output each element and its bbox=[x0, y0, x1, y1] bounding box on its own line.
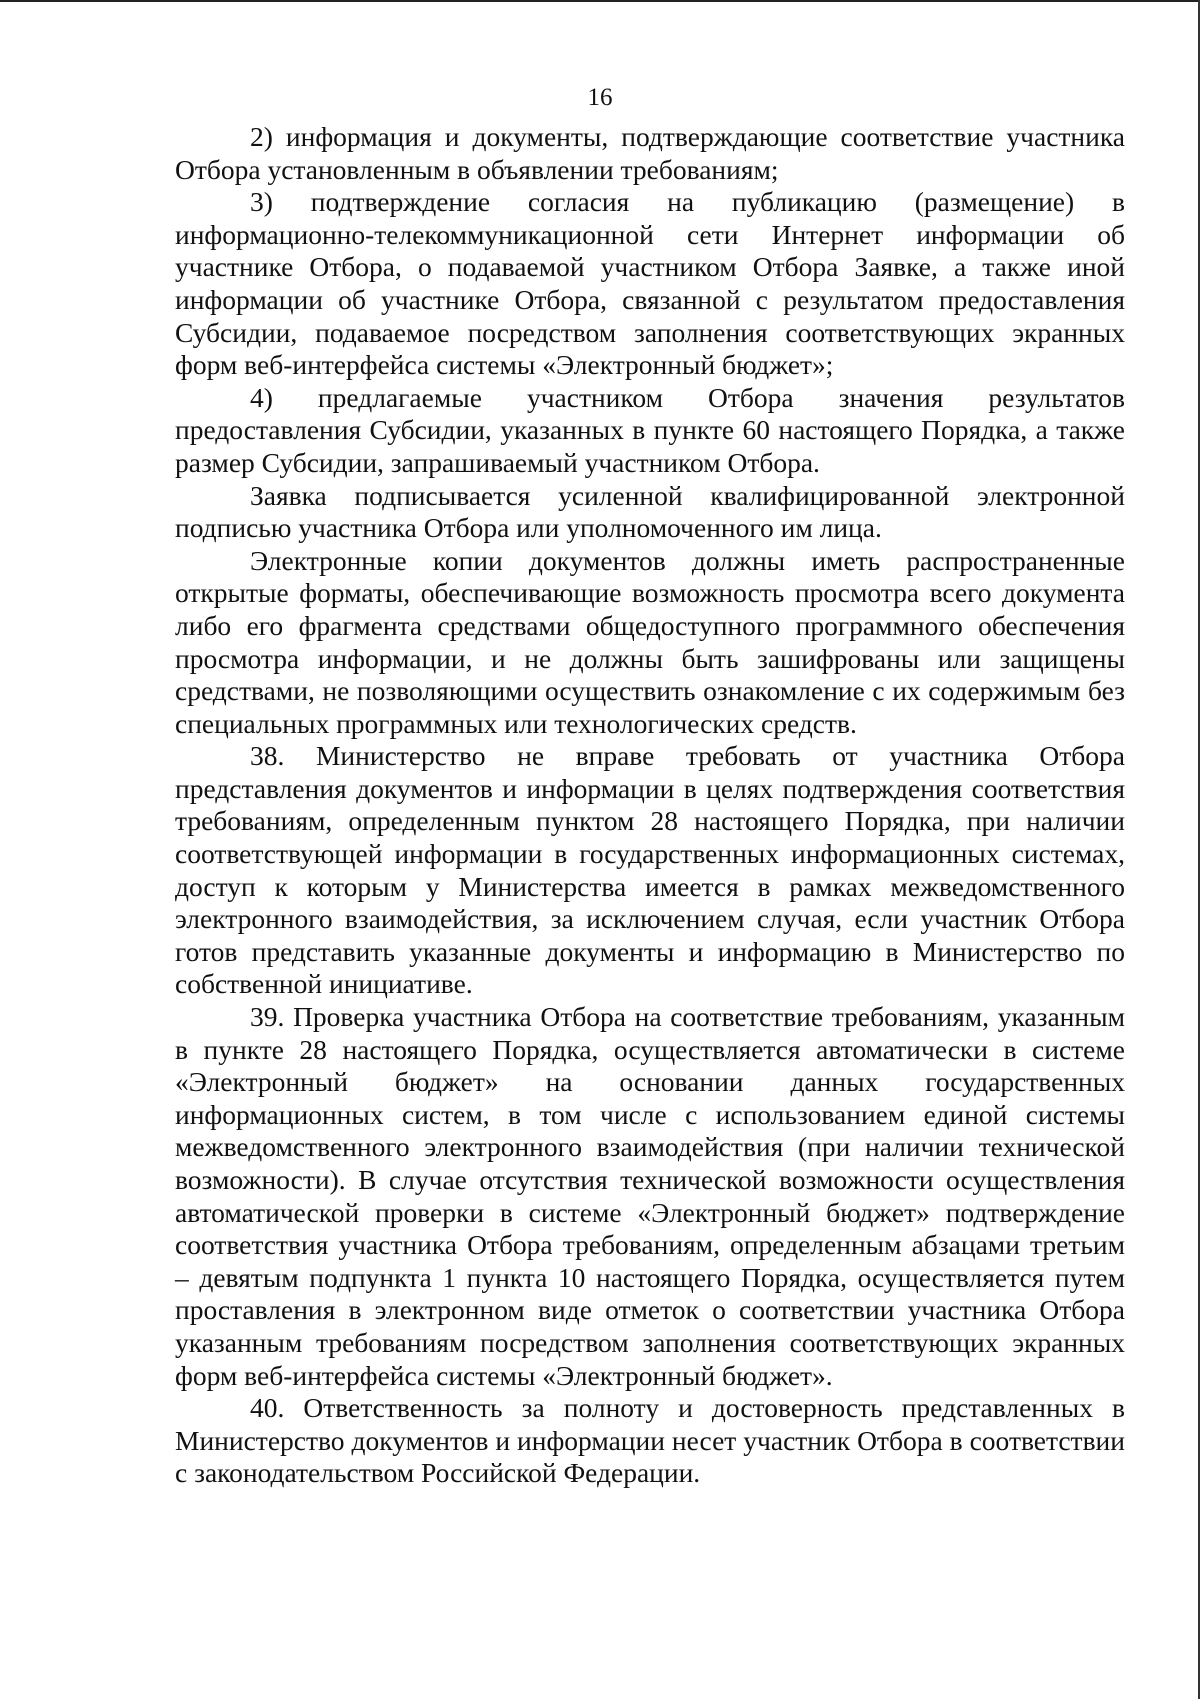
paragraph-signature: Заявка подписывается усиленной квалифицированной электронной подписью участника Отбора или уполномоченного им лица. bbox=[175, 479, 1125, 544]
scan-edge-top bbox=[0, 0, 1200, 2]
paragraph-item-4: 4) предлагаемые участником Отбора значения результатов предоставления Субсидии, указанных в пункте 60 настоящего Порядка, а также размер Субсидии, запрашиваемый участником Отбора. bbox=[175, 381, 1125, 478]
paragraph-item-3: 3) подтверждение согласия на публикацию (размещение) в информационно-телекоммуникационной сети Интернет информации об участнике Отбора, о подаваемой участником Отбора Заявке, а также иной информации об участнике Отбора, связанной с результатом предоставления Субсидии, подаваемое посредством заполнения соответствующих экранных форм веб-интерфейса системы «Электронный бюджет»; bbox=[175, 186, 1125, 381]
paragraph-clause-39: 39. Проверка участника Отбора на соответствие требованиям, указанным в пункте 28 настоящего Порядка, осуществляется автоматически в системе «Электронный бюджет» на основании данных государственных информационных систем, в том числе с использованием единой системы межведомственного электронного взаимодействия (при наличии технической возможности). В случае отсутствия технической возможности осуществления автоматической проверки в системе «Электронный бюджет» подтверждение соответствия участника Отбора требованиям, определенным абзацами третьим – девятым подпункта 1 пункта 10 настоящего Порядка, осуществляется путем проставления в электронном виде отметок о соответствии участника Отбора указанным требованиям посредством заполнения соответствующих экранных форм веб-интерфейса системы «Электронный бюджет». bbox=[175, 1001, 1125, 1391]
paragraph-item-2: 2) информация и документы, подтверждающие соответствие участника Отбора установленным в объявлении требованиям; bbox=[175, 121, 1125, 185]
paragraph-electronic-copies: Электронные копии документов должны иметь распространенные открытые форматы, обеспечивающие возможность просмотра всего документа либо его фрагмента средствами общедоступного программного обеспечения просмотра информации, и не должны быть зашифрованы или защищены средствами, не позволяющими осуществить ознакомление с их содержимым без специальных программных или технологических средств. bbox=[175, 544, 1125, 739]
paragraph-clause-40: 40. Ответственность за полноту и достоверность представленных в Министерство документов и информации несет участник Отбора в соответствии с законодательством Российской Федерации. bbox=[175, 1392, 1125, 1489]
page-number: 16 bbox=[587, 84, 613, 111]
document-body bbox=[175, 121, 1125, 1490]
paragraph-clause-38: 38. Министерство не вправе требовать от участника Отбора представления документов и информации в целях подтверждения соответствия требованиям, определенным пунктом 28 настоящего Порядка, при наличии соответствующей информации в государственных информационных системах, доступ к которым у Министерства имеется в рамках межведомственного электронного взаимодействия, за исключением случая, если участник Отбора готов представить указанные документы и информацию в Министерство по собственной инициативе. bbox=[175, 740, 1125, 1000]
